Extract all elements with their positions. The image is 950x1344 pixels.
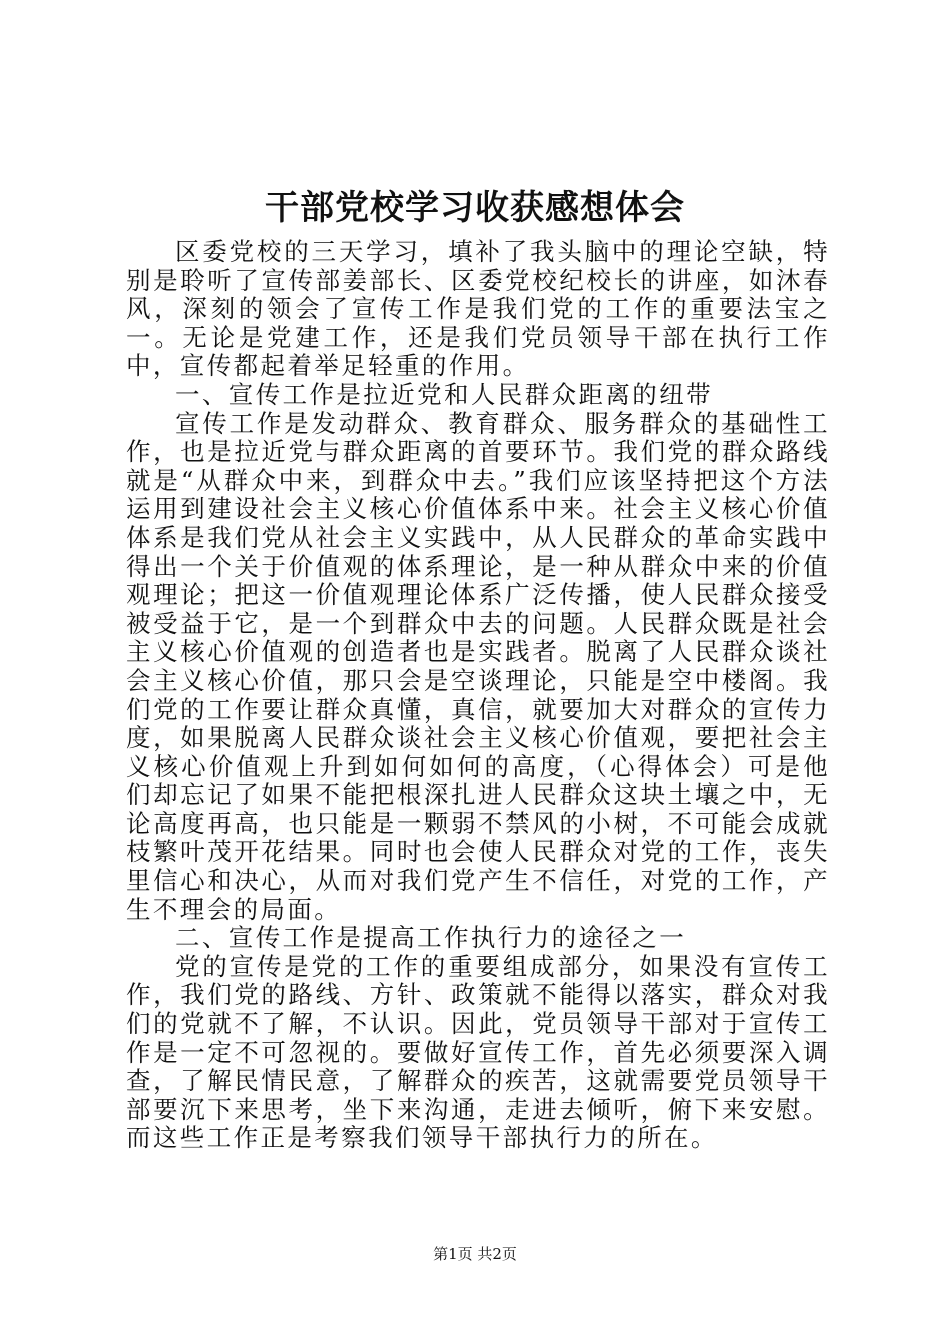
paragraph-section-1: 宣传工作是发动群众、教育群众、服务群众的基础性工作，也是拉近党与群众距离的首要环节。我们党的群众路线就是“从群众中来，到群众中去。”我们应该坚持把这个方法运用到建设社会主义核心价值体系中来。社会主义核心价值体系是我们党从社会主义实践中，从人民群众的革命实践中得出一个关于价值观的体系理论，是一种从群众中来的价值观理论；把这一价值观理论体系广泛传播，使人民群众接受被受益于它，是一个到群众中去的问题。人民群众既是社会主义核心价值观的创造者也是实践者。脱离了人民群众谈社会主义核心价值，那只会是空谈理论，只能是空中楼阁。我们党的工作要让群众真懂，真信，就要加大对群众的宣传力度，如果脱离人民群众谈社会主义核心价值观，要把社会主义核心价值观上升到如何如何的高度，（心得体会）可是他们却忘记了如果不能把根深扎进人民群众这块土壤之中，无论高度再高，也只能是一颗弱不禁风的小树，不可能会成就枝繁叶茂开花结果。同时也会使人民群众对党的工作，丧失里信心和决心，从而对我们党产生不信任，对党的工作，产生不理会的局面。 [126, 408, 830, 924]
document-body [126, 238, 830, 1153]
section-heading-1: 一、宣传工作是拉近党和人民群众距离的纽带 [175, 379, 713, 409]
paragraph-intro: 区委党校的三天学习，填补了我头脑中的理论空缺，特别是聆听了宣传部姜部长、区委党校纪校长的讲座，如沐春风，深刻的领会了宣传工作是我们党的工作的重要法宝之一。无论是党建工作，还是我们党员领导干部在执行工作中，宣传都起着举足轻重的作用。 [126, 237, 830, 381]
section-heading-2: 二、宣传工作是提高工作执行力的途径之一 [175, 923, 687, 953]
paragraph-section-2: 党的宣传是党的工作的重要组成部分，如果没有宣传工作，我们党的路线、方针、政策就不能得以落实，群众对我们的党就不了解，不认识。因此，党员领导干部对于宣传工作是一定不可忽视的。要做好宣传工作，首先必须要深入调查，了解民情民意，了解群众的疾苦，这就需要党员领导干部要沉下来思考，坐下来沟通，走进去倾听，俯下来安慰。而这些工作正是考察我们领导干部执行力的所在。 [126, 951, 830, 1153]
document-title: 干部党校学习收获感想体会 [265, 188, 685, 228]
page-number-footer: 第1页 共2页 [433, 1245, 517, 1263]
